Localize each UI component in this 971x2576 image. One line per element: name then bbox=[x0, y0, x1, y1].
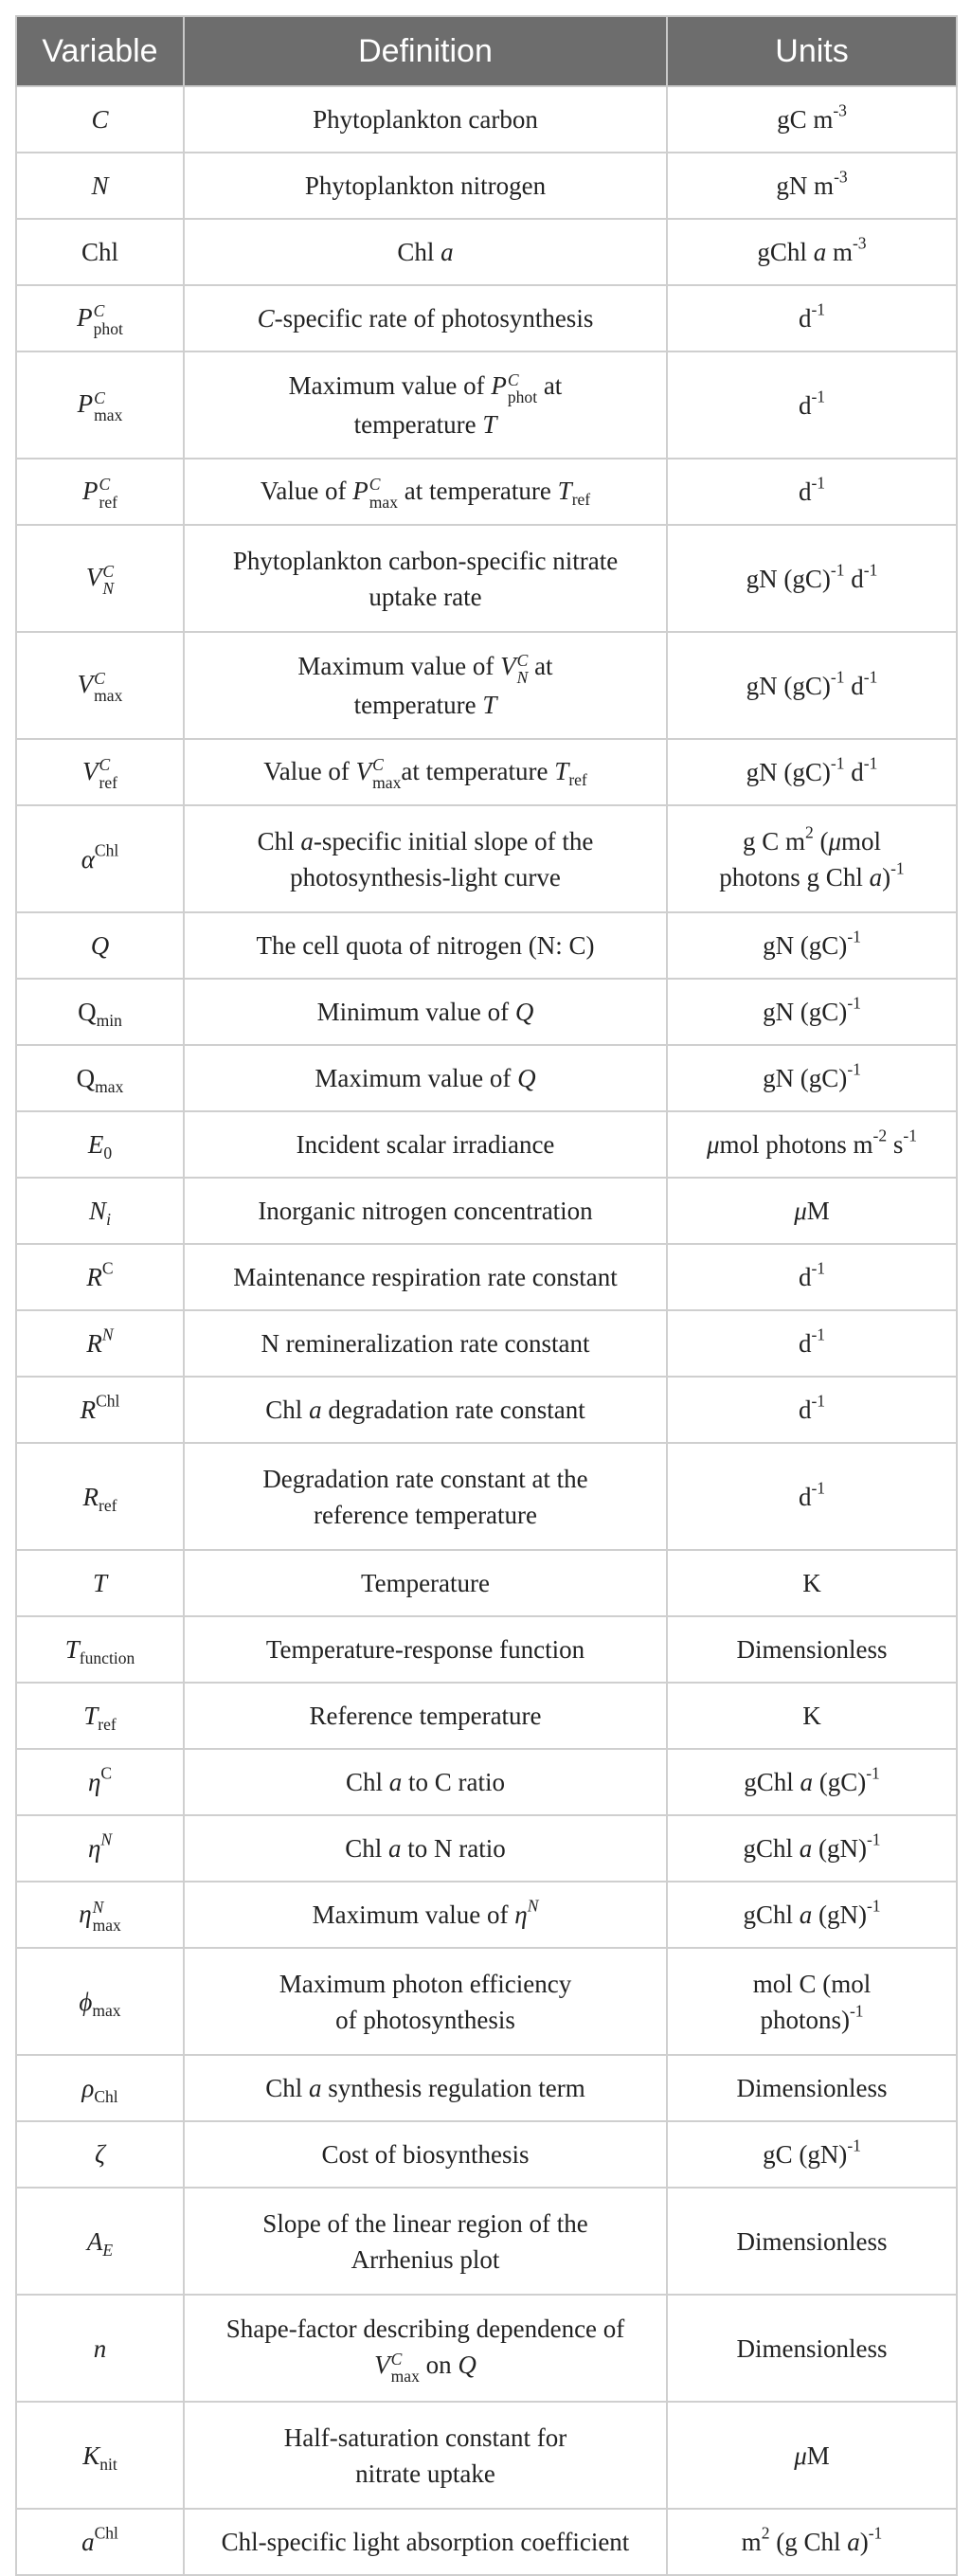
table-row bbox=[16, 912, 957, 979]
units-cell: gN (gC)$^{-1}$ bbox=[667, 912, 957, 979]
variable-cell: N bbox=[16, 153, 184, 219]
variable-cell: $\alpha^{Chl}$ bbox=[16, 805, 184, 912]
table-row bbox=[16, 2055, 957, 2121]
units-cell: gChl a (gN)$^{-1}$ bbox=[667, 1815, 957, 1882]
definition-cell: Inorganic nitrogen concentration bbox=[184, 1178, 667, 1244]
variable-cell: $\eta^N$ bbox=[16, 1815, 184, 1882]
units-cell: gC (gN)$^{-1}$ bbox=[667, 2121, 957, 2188]
variable-cell: $E_0$ bbox=[16, 1111, 184, 1178]
variable-cell: $a^{Chl}$ bbox=[16, 2509, 184, 2575]
variable-cell: ζ bbox=[16, 2121, 184, 2188]
definition-cell: Phytoplankton carbon-specific nitrate uptake rate bbox=[184, 525, 667, 632]
variable-cell: $R^N$ bbox=[16, 1310, 184, 1377]
definition-cell: Half-saturation constant for nitrate uptake bbox=[184, 2402, 667, 2509]
definition-cell: Degradation rate constant at the reference temperature bbox=[184, 1443, 667, 1550]
definition-cell: Phytoplankton nitrogen bbox=[184, 153, 667, 219]
variable-cell: C bbox=[16, 86, 184, 153]
units-cell: μmol photons $m^{-2}$ $s^{-1}$ bbox=[667, 1111, 957, 1178]
table-header bbox=[16, 16, 957, 86]
units-cell: $d^{-1}$ bbox=[667, 459, 957, 525]
definition-cell: Slope of the linear region of the Arrhenius plot bbox=[184, 2188, 667, 2295]
units-cell: gN (gC)$^{-1}$ bbox=[667, 1045, 957, 1111]
variable-cell: $T_{ref}$ bbox=[16, 1683, 184, 1749]
units-cell: $d^{-1}$ bbox=[667, 285, 957, 351]
definition-cell: Reference temperature bbox=[184, 1683, 667, 1749]
table-row bbox=[16, 459, 957, 525]
variable-cell: $R^C$ bbox=[16, 1244, 184, 1310]
definition-cell: Value of V C max at temperature $T_{ref}$ bbox=[184, 739, 667, 805]
units-cell: $m^2$ (g Chl a)$^{-1}$ bbox=[667, 2509, 957, 2575]
header-row bbox=[16, 16, 957, 86]
units-cell: gN (gC)$^{-1}$ bbox=[667, 979, 957, 1045]
units-cell: μM bbox=[667, 1178, 957, 1244]
variable-cell: $N_i$ bbox=[16, 1178, 184, 1244]
units-cell: gN (gC)$^{-1}$ $d^{-1}$ bbox=[667, 632, 957, 739]
definition-cell: Minimum value of Q bbox=[184, 979, 667, 1045]
definition-cell: Maximum value of V C N at temperature T bbox=[184, 632, 667, 739]
definition-cell: Chl a to C ratio bbox=[184, 1749, 667, 1815]
table-row bbox=[16, 86, 957, 153]
definition-cell: Phytoplankton carbon bbox=[184, 86, 667, 153]
units-cell: gChl a (gN)$^{-1}$ bbox=[667, 1882, 957, 1948]
definition-cell: C-specific rate of photosynthesis bbox=[184, 285, 667, 351]
variable-cell: P C phot bbox=[16, 285, 184, 351]
definition-cell: Chl a degradation rate constant bbox=[184, 1377, 667, 1443]
definition-cell: Chl a synthesis regulation term bbox=[184, 2055, 667, 2121]
definition-cell: Maximum value of $\eta^N$ bbox=[184, 1882, 667, 1948]
definition-cell: Chl a to N ratio bbox=[184, 1815, 667, 1882]
units-cell: mol C (mol photons)$^{-1}$ bbox=[667, 1948, 957, 2055]
table-row bbox=[16, 1882, 957, 1948]
definition-cell: Maintenance respiration rate constant bbox=[184, 1244, 667, 1310]
units-cell: gN (gC)$^{-1}$ $d^{-1}$ bbox=[667, 739, 957, 805]
definition-cell: Temperature-response function bbox=[184, 1616, 667, 1683]
table-row bbox=[16, 1948, 957, 2055]
units-cell: K bbox=[667, 1550, 957, 1616]
units-cell: $d^{-1}$ bbox=[667, 351, 957, 459]
variable-cell: $\phi_{max}$ bbox=[16, 1948, 184, 2055]
units-cell: $d^{-1}$ bbox=[667, 1377, 957, 1443]
header-variable: Variable bbox=[16, 16, 184, 86]
units-cell: gC $m^{-3}$ bbox=[667, 86, 957, 153]
definition-cell: Chl a-specific initial slope of the photosynthesis-light curve bbox=[184, 805, 667, 912]
table-row bbox=[16, 805, 957, 912]
variable-cell: $\eta^C$ bbox=[16, 1749, 184, 1815]
table-row bbox=[16, 219, 957, 285]
definition-cell: Chl-specific light absorption coefficient bbox=[184, 2509, 667, 2575]
definition-cell: N remineralization rate constant bbox=[184, 1310, 667, 1377]
table-row bbox=[16, 1683, 957, 1749]
table-row bbox=[16, 2402, 957, 2509]
variable-cell: V C ref bbox=[16, 739, 184, 805]
units-cell: Dimensionless bbox=[667, 2055, 957, 2121]
table-row bbox=[16, 2295, 957, 2402]
units-cell: gChl a (gC)$^{-1}$ bbox=[667, 1749, 957, 1815]
definition-cell: Shape-factor describing dependence of V C max on Q bbox=[184, 2295, 667, 2402]
table-row bbox=[16, 1178, 957, 1244]
units-cell: Dimensionless bbox=[667, 2188, 957, 2295]
variable-cell: $R^{Chl}$ bbox=[16, 1377, 184, 1443]
table-container bbox=[15, 15, 956, 2576]
units-cell: Dimensionless bbox=[667, 2295, 957, 2402]
variable-cell: $K_{nit}$ bbox=[16, 2402, 184, 2509]
table-row bbox=[16, 1244, 957, 1310]
variable-cell: $T_{function}$ bbox=[16, 1616, 184, 1683]
definition-cell: Maximum photon efficiency of photosynthesis bbox=[184, 1948, 667, 2055]
variable-cell: $Q_{max}$ bbox=[16, 1045, 184, 1111]
table-row bbox=[16, 1310, 957, 1377]
table-row bbox=[16, 1443, 957, 1550]
variable-cell: $\rho_{Chl}$ bbox=[16, 2055, 184, 2121]
table-row bbox=[16, 285, 957, 351]
variable-cell: V C N bbox=[16, 525, 184, 632]
table-row bbox=[16, 351, 957, 459]
units-cell: $d^{-1}$ bbox=[667, 1244, 957, 1310]
variable-cell: η N max bbox=[16, 1882, 184, 1948]
units-cell: μM bbox=[667, 2402, 957, 2509]
variable-cell: P C max bbox=[16, 351, 184, 459]
units-cell: g C $m^2$ (μmol photons g Chl a)$^{-1}$ bbox=[667, 805, 957, 912]
definition-cell: Incident scalar irradiance bbox=[184, 1111, 667, 1178]
table-row bbox=[16, 1111, 957, 1178]
units-cell: Dimensionless bbox=[667, 1616, 957, 1683]
definition-cell: Chl a bbox=[184, 219, 667, 285]
variable-cell: $R_{ref}$ bbox=[16, 1443, 184, 1550]
variable-cell: V C max bbox=[16, 632, 184, 739]
variables-table bbox=[15, 15, 958, 2576]
table-row bbox=[16, 1377, 957, 1443]
units-cell: K bbox=[667, 1683, 957, 1749]
table-row bbox=[16, 739, 957, 805]
table-body bbox=[16, 86, 957, 2575]
definition-cell: The cell quota of nitrogen (N: C) bbox=[184, 912, 667, 979]
units-cell: gN $m^{-3}$ bbox=[667, 153, 957, 219]
variable-cell: $Q_{min}$ bbox=[16, 979, 184, 1045]
units-cell: $d^{-1}$ bbox=[667, 1443, 957, 1550]
variable-cell: Chl bbox=[16, 219, 184, 285]
table-row bbox=[16, 2121, 957, 2188]
definition-cell: Temperature bbox=[184, 1550, 667, 1616]
units-cell: gN (gC)$^{-1}$ $d^{-1}$ bbox=[667, 525, 957, 632]
units-cell: gChl a $m^{-3}$ bbox=[667, 219, 957, 285]
variable-cell: P C ref bbox=[16, 459, 184, 525]
definition-cell: Cost of biosynthesis bbox=[184, 2121, 667, 2188]
table-row bbox=[16, 2509, 957, 2575]
units-cell: $d^{-1}$ bbox=[667, 1310, 957, 1377]
table-row bbox=[16, 632, 957, 739]
header-definition: Definition bbox=[184, 16, 667, 86]
table-row bbox=[16, 153, 957, 219]
table-row bbox=[16, 1616, 957, 1683]
table-row bbox=[16, 1045, 957, 1111]
table-row bbox=[16, 2188, 957, 2295]
table-row bbox=[16, 525, 957, 632]
variable-cell: n bbox=[16, 2295, 184, 2402]
variable-cell: T bbox=[16, 1550, 184, 1616]
definition-cell: Maximum value of P C phot at temperature T bbox=[184, 351, 667, 459]
definition-cell: Value of P C max at temperature $T_{ref}$ bbox=[184, 459, 667, 525]
table-row bbox=[16, 979, 957, 1045]
header-units: Units bbox=[667, 16, 957, 86]
table-row bbox=[16, 1550, 957, 1616]
definition-cell: Maximum value of Q bbox=[184, 1045, 667, 1111]
variable-cell: Q bbox=[16, 912, 184, 979]
table-row bbox=[16, 1749, 957, 1815]
variable-cell: $A_E$ bbox=[16, 2188, 184, 2295]
table-row bbox=[16, 1815, 957, 1882]
